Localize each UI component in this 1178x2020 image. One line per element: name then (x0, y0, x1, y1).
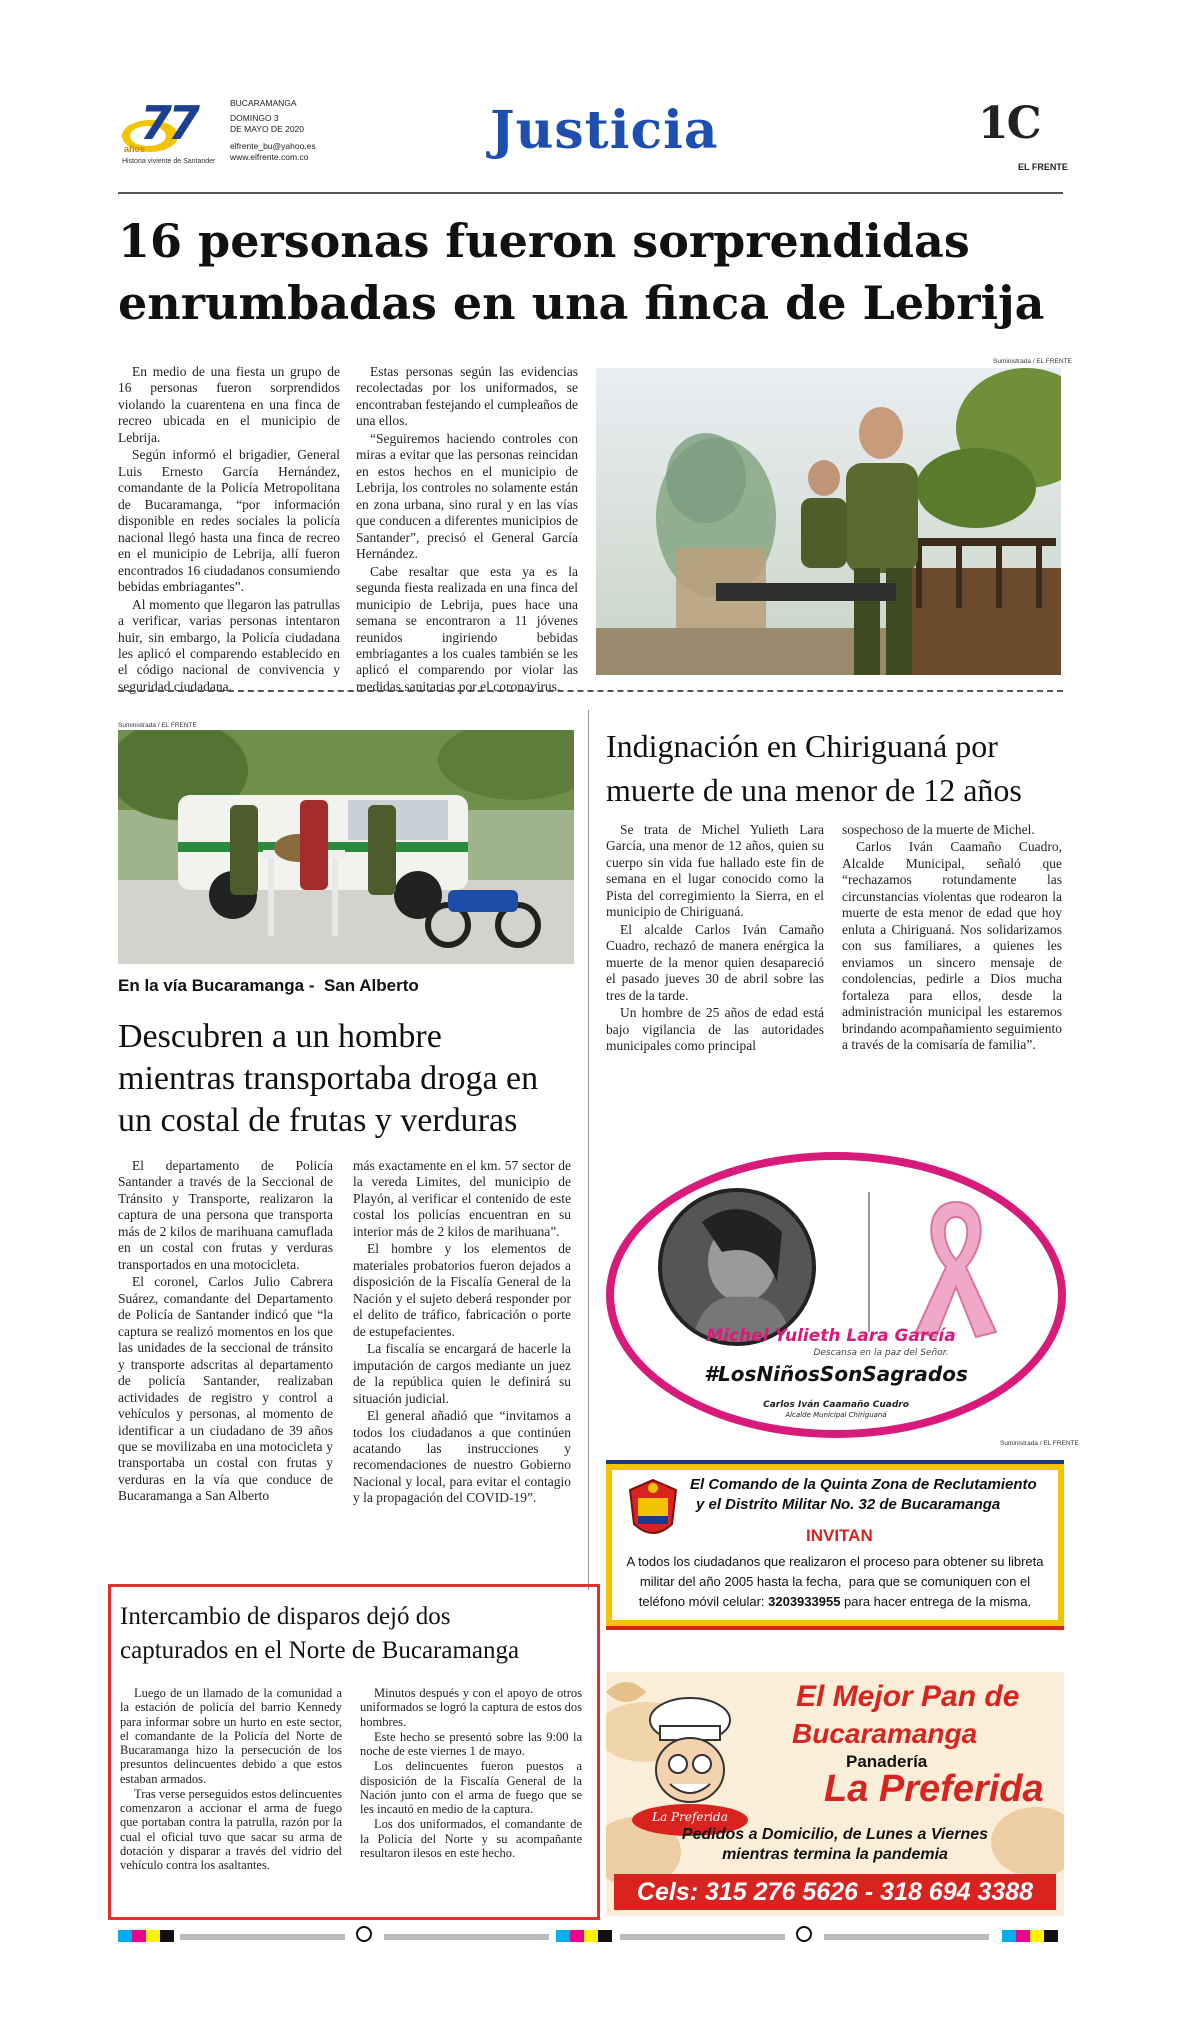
memorial-name: Michel Yulieth Lara García (706, 1326, 956, 1346)
chiriguana-headline-line1: Indignación en Chiriguaná por (606, 728, 998, 764)
registration-bar-left (118, 1930, 174, 1942)
drugs-headline-line1: Descubren a un hombre (118, 1018, 442, 1055)
drugs-kicker: En la vía Bucaramanga - San Alberto (118, 976, 419, 995)
paragraph: sospechoso de la muerte de Michel. (842, 822, 1035, 837)
bakery-phones-band (614, 1874, 1056, 1910)
shooting-col1 (120, 1686, 342, 1873)
paragraph: Un hombre de 25 años de edad está bajo vigilancia de las autoridades municipales como principal (606, 1005, 824, 1054)
paragraph: El hombre y los elementos de materiales probatorios fueron dejados a disposición de la Fiscalía General de la Nación y el sujeto deberá responder por el delito de tráfico, fabricación o porte de estupefacientes. (353, 1241, 571, 1339)
paragraph: El departamento de Policía Santander a través de la Seccional de Tránsito y Transporte, realizaron la captura de una persona que transporta más de 2 kilos de marihuana camuflada en un costal con frutas y verduras transportados en una motocicleta. (118, 1158, 333, 1272)
memorial-portrait (658, 1188, 816, 1346)
paragraph: Al momento que llegaron las patrullas a verificar, varias personas intentaron huir, sin embargo, la Policía ciudadana les aplicó el comparendo establecido en el código nacional de convivencia y seguridad ciudadana. (118, 596, 340, 694)
memorial-sign-role: Alcalde Municipal Chiriguaná (785, 1411, 887, 1419)
website: www.elfrente.com.co (230, 152, 309, 162)
bakery-line1: El Mejor Pan de (796, 1680, 1020, 1713)
page-brand: EL FRENTE (1018, 162, 1068, 172)
registration-target-icon (356, 1926, 372, 1942)
paragraph: más exactamente en el km. 57 sector de la vereda Limites, del municipio de Playón, al verificar el contenido de este costal los policías encuentran en su interior más de 2 kilos de marihuana”. (353, 1158, 571, 1239)
bakery-phones: Cels: 315 276 5626 - 318 694 3388 (636, 1878, 1034, 1906)
military-body (620, 1552, 1050, 1612)
memorial-divider (868, 1192, 870, 1332)
lead-headline (118, 210, 1068, 334)
date-line2: DE MAYO DE 2020 (230, 124, 305, 134)
masthead-rule (118, 192, 1063, 194)
logo-tagline: Historia viviente de Santander (122, 158, 216, 165)
drugs-photo (118, 730, 574, 964)
military-phone: 3203933955 (768, 1594, 841, 1609)
email: elfrente_bu@yahoo.es (230, 141, 316, 151)
paragraph: Los dos uniformados, el comandante de la Policía del Norte y su acompañante resultaron ilesos en este hecho. (360, 1817, 582, 1860)
chiriguana-headline-line2: muerte de una menor de 12 años (606, 772, 1022, 808)
police-truck-photo-icon (118, 730, 574, 964)
date-line1: DOMINGO 3 (230, 113, 279, 123)
drugs-headline-line3: un costal de frutas y verduras (118, 1102, 518, 1139)
lead-col1 (118, 364, 340, 696)
paragraph: Los delincuentes fueron puestos a disposición de la Fiscalía General de la Nación junto con el arma de fuego que se les incautó en medio de la captura. (360, 1759, 582, 1816)
page-code: 1C (978, 98, 1040, 149)
city: BUCARAMANGA (230, 98, 297, 108)
bakery-line2: Bucaramanga (792, 1718, 978, 1749)
lead-col2 (356, 364, 578, 696)
paragraph: Luego de un llamado de la comunidad a la estación de policía del barrio Kennedy para informar sobre un hurto en este sector, el comandante de la Policía del Norte de Bucaramanga hizo la persecución de los presuntos delincuentes debido a que estos estaban armados. (120, 1686, 342, 1786)
drugs-col1 (118, 1158, 333, 1506)
pink-ribbon-icon (896, 1172, 1016, 1342)
military-crest-icon (624, 1476, 682, 1546)
logo-number: 77 (140, 96, 197, 150)
paragraph: El alcalde Carlos Iván Camaño Cuadro, rechazó de manera enérgica la muerte de la menor quien desapareció el pasado jueves 30 de abril sobre las tres de la tarde. (606, 921, 824, 1003)
bakery-logo-label: La Preferida (652, 1810, 728, 1824)
drugs-headline-line2: mientras transportaba droga en (118, 1060, 539, 1097)
bakery-order1: Pedidos a Domicilio, de Lunes a Viernes (681, 1826, 989, 1843)
bakery-order2: mientras termina la pandemia (722, 1846, 948, 1863)
paragraph: La fiscalía se encargará de hacerle la imputación de cargos mediante un juez de la república quien le definirá su situación judicial. (353, 1341, 571, 1406)
paragraph: Tras verse perseguidos estos delincuentes comenzaron a accionar el arma de fuego que portaban contra la patrulla, razón por la cual el oficial tuvo que sacar su arma de dotación y disparar a través del vidrio del vehículo contra los asaltantes. (120, 1786, 342, 1872)
shooting-headline (120, 1600, 590, 1668)
military-invitan: INVITAN (806, 1526, 873, 1545)
paragraph: Estas personas según las evidencias recolectadas por los uniformados, se encontraban festejando el cumpleaños de una ellos. (356, 364, 578, 429)
bakery-name: La Preferida (824, 1768, 1044, 1810)
memorial-graphic (606, 1152, 1066, 1438)
logo-small: años (124, 144, 146, 154)
paragraph: “Seguiremos haciendo controles con miras a evitar que las personas reincidan en estos hechos en el municipio de Lebrija, los controles no solamente están en zona urbana, sino rural y en las vías que conducen a diferentes municipios de Santander”, precisó el General García Hernández. (356, 430, 578, 562)
lead-headline-line2: enrumbadas en una finca de Lebrija (118, 276, 1045, 330)
paragraph: Se trata de Michel Yulieth Lara García, una menor de 12 años, quien su cuerpo sin vida fue hallado este fin de semana en el lugar conocido como la Pista del corregimiento la Sierra, en el municipio de Chiriguaná. (606, 822, 824, 920)
drugs-photo-credit: Suministrada / EL FRENTE (118, 722, 197, 729)
bakery-ad (606, 1672, 1064, 1916)
police-checkpoint-photo-icon (596, 368, 1061, 675)
military-body3-post: para hacer entrega de la misma. (840, 1594, 1032, 1609)
bakery-label: Panadería (846, 1752, 928, 1771)
registration-bar-right (1002, 1930, 1058, 1942)
column-divider (588, 710, 589, 1590)
military-body1: A todos los ciudadanos que realizaron el proceso para obtener su libreta (626, 1554, 1044, 1569)
drugs-headline (118, 1016, 588, 1142)
footer-rule-right1 (620, 1934, 785, 1940)
lead-photo-credit: Suministrada / EL FRENTE (993, 358, 1072, 365)
section-divider (118, 690, 1063, 692)
chiriguana-headline (606, 724, 1066, 812)
military-line2: y el Distrito Militar No. 32 de Bucaramanga (696, 1496, 1001, 1513)
military-body3 (620, 1592, 1050, 1612)
footer-rule-right2 (824, 1934, 989, 1940)
lead-headline-line1: 16 personas fueron sorprendidas (118, 214, 970, 268)
paragraph: Minutos después y con el apoyo de otros uniformados se logró la captura de estos dos hombres. (360, 1686, 582, 1729)
memorial-credit: Suministrada / EL FRENTE (1000, 1440, 1079, 1447)
registration-bar-mid (556, 1930, 612, 1942)
anniversary-logo (118, 96, 226, 172)
chiriguana-col1 (606, 822, 824, 1056)
shooting-headline-line1: Intercambio de disparos dejó dos (120, 1603, 451, 1630)
paragraph: Este hecho se presentó sobre las 9:00 la noche de este viernes 1 de mayo. (360, 1729, 582, 1758)
section-title: Justicia (490, 100, 719, 161)
memorial-subtitle: Descansa en la paz del Señor. (813, 1348, 949, 1358)
chiriguana-col2 (842, 822, 1062, 1055)
date-block (230, 98, 316, 163)
paragraph: En medio de una fiesta un grupo de 16 personas fueron sorprendidos violando la cuarentena en una finca de recreo ubicada en el municipio de Lebrija. (118, 364, 340, 445)
military-line1: El Comando de la Quinta Zona de Reclutamiento (690, 1476, 1037, 1493)
military-ad (606, 1460, 1064, 1632)
footer-rule-left (180, 1934, 345, 1940)
paragraph: El coronel, Carlos Julio Cabrera Suárez, comandante del Departamento de Policía de Santander indicó que “la captura se realizó momentos en los que las unidades de la seccional de tránsito y transporte adscritas al departamento de policía Santander, realizaban actividades de registro y control a vehículos y personas, al momento de identificar a un ciudadano de 39 años que se movilizaba en una motocicleta y transportaba un costal con frutas y verduras en la vía que conduce de Bucaramanga a San Alberto (118, 1274, 333, 1504)
drugs-col2 (353, 1158, 571, 1508)
military-body3-pre: teléfono móvil celular: (638, 1594, 769, 1609)
portrait-icon (662, 1192, 812, 1342)
paragraph: El general añadió que “invitamos a todos los ciudadanos a que continúen acatando las instrucciones y recomendaciones de nuestro Gobierno Nacional y local, para evitar el contagio y la propagación del COVID-19”. (353, 1408, 571, 1506)
bakery-logo (620, 1692, 760, 1842)
lead-photo (596, 368, 1061, 675)
paragraph: Carlos Iván Caamaño Cuadro, Alcalde Municipal, señaló que “rechazamos rotundamente las circunstancias violentas que rodearon la muerte de esta menor de edad que hoy enluta a Chiriguaná. Nos solidarizamos con sus familiares, a quienes les enviamos un sincero mensaje de condolencias, pedirle a Dios mucha fortaleza para ellos, desde la administración municipal les estaremos brindando acompañamiento seguimiento a través de la comisaría de familia”. (842, 839, 1062, 1053)
shooting-headline-line2: capturados en el Norte de Bucaramanga (120, 1637, 520, 1664)
paragraph: Según informó el brigadier, General Luis Ernesto García Hernández, comandante de la Policía Metropolitana de Bucaramanga, “por información disponible en redes sociales la policía nacional llegó hasta una finca de recreo en el municipio de Lebrija, allí fueron encontrados 16 ciudadanos consumiendo bebidas embriagantes”. (118, 447, 340, 595)
paragraph: Cabe resaltar que esta ya es la segunda fiesta realizada en una finca del municipio de Lebrija, pues hace una semana se encontraron a 11 jóvenes reunidos ingiriendo bebidas embriagantes a los cuales también se les aplicó el comparendo por violar las medidas sanitarias por el coronavirus. (356, 563, 578, 694)
memorial-sign-name: Carlos Iván Caamaño Cuadro (763, 1400, 909, 1410)
registration-target-icon (796, 1926, 812, 1942)
masthead (0, 0, 1178, 200)
shooting-col2 (360, 1686, 582, 1861)
footer-rule-mid (384, 1934, 549, 1940)
military-body2: militar del año 2005 hasta la fecha, para que se comuniquen con el (639, 1574, 1031, 1589)
memorial-hashtag: #LosNiñosSonSagrados (704, 1362, 968, 1386)
